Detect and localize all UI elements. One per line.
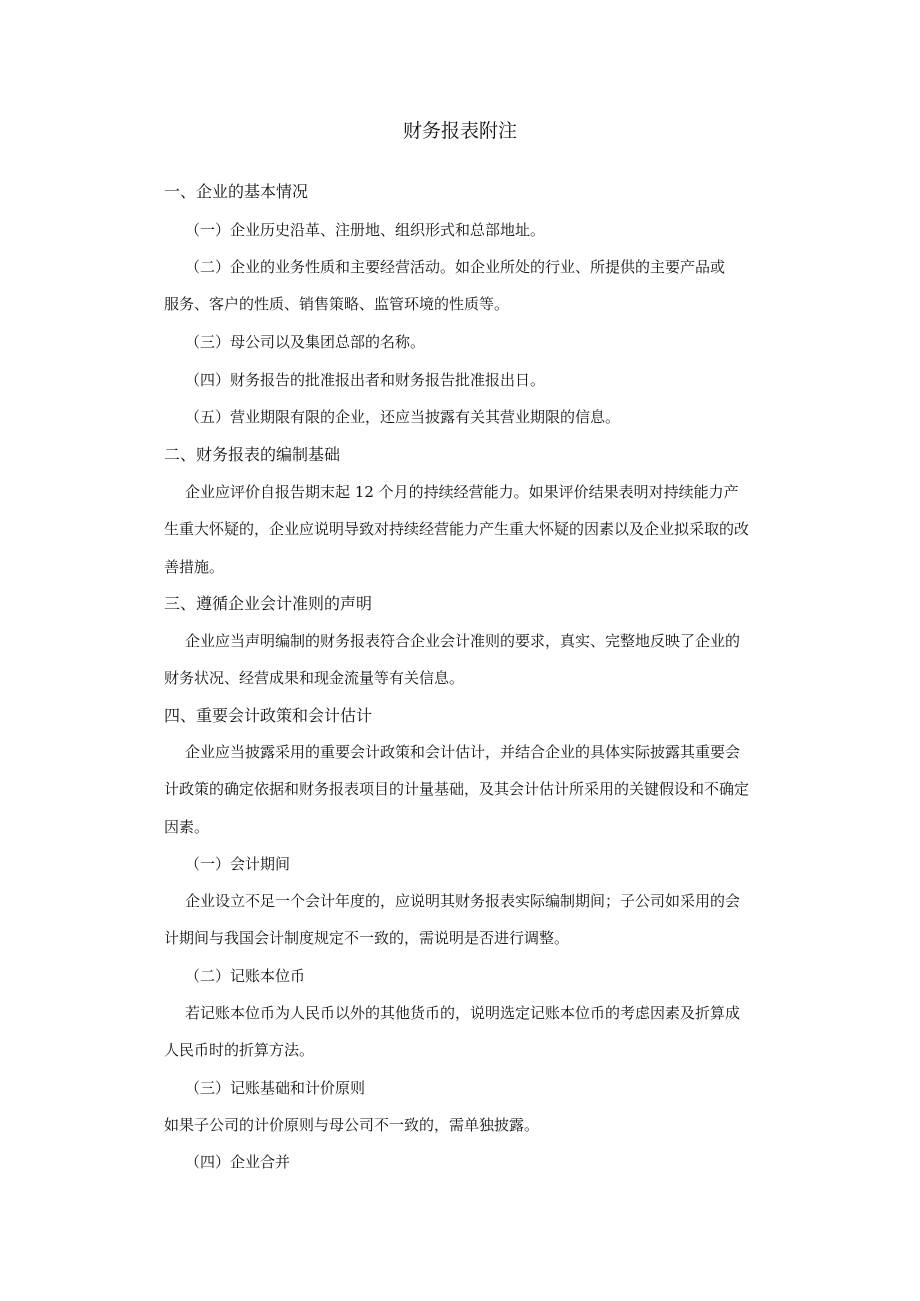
paragraph-line: 企业设立不足一个会计年度的，应说明其财务报表实际编制期间；子公司如采用的会	[185, 892, 741, 910]
paragraph-line: 因素。	[164, 818, 210, 836]
paragraph-line: 若记账本位币为人民币以外的其他货币的，说明选定记账本位币的考虑因素及折算成	[185, 1004, 741, 1022]
section-heading-2: 二、财务报表的编制基础	[164, 445, 341, 464]
paragraph-line: （四）财务报告的批准报出者和财务报告批准报出日。	[185, 371, 546, 389]
subsection-heading: （一）会计期间	[185, 855, 291, 873]
paragraph-line: 善措施。	[164, 558, 225, 576]
section-heading-1: 一、企业的基本情况	[164, 182, 309, 201]
section-heading-4: 四、重要会计政策和会计估计	[164, 706, 373, 725]
paragraph-line: 企业应当披露采用的重要会计政策和会计估计，并结合企业的具体实际披露其重要会	[185, 743, 741, 761]
section-heading-3: 三、遵循企业会计准则的声明	[164, 594, 373, 613]
paragraph-line: 企业应评价自报告期末起 12 个月的持续经营能力。如果评价结果表明对持续能力产	[185, 483, 739, 501]
paragraph-line: 如果子公司的计价原则与母公司不一致的，需单独披露。	[164, 1116, 540, 1134]
subsection-heading: （二）记账本位币	[185, 967, 306, 985]
document-title: 财务报表附注	[402, 120, 517, 142]
paragraph-line: （一）企业历史沿革、注册地、组织形式和总部地址。	[185, 221, 546, 239]
paragraph-line: 生重大怀疑的，企业应说明导致对持续经营能力产生重大怀疑的因素以及企业拟采取的改	[164, 520, 750, 538]
paragraph-line: （五）营业期限有限的企业，还应当披露有关其营业期限的信息。	[185, 408, 621, 426]
subsection-heading: （四）企业合并	[185, 1153, 291, 1171]
paragraph-line: 计期间与我国会计制度规定不一致的，需说明是否进行调整。	[164, 929, 570, 947]
paragraph-line: （三）母公司以及集团总部的名称。	[185, 333, 426, 351]
paragraph-line: 人民币时的折算方法。	[164, 1041, 315, 1059]
paragraph-line: 财务状况、经营成果和现金流量等有关信息。	[164, 669, 465, 687]
paragraph-line: 服务、客户的性质、销售策略、监管环境的性质等。	[164, 295, 510, 313]
subsection-heading: （三）记账基础和计价原则	[185, 1079, 366, 1097]
paragraph-line: 计政策的确定依据和财务报表项目的计量基础，及其会计估计所采用的关键假设和不确定	[164, 780, 750, 798]
paragraph-line: 企业应当声明编制的财务报表符合企业会计准则的要求，真实、完整地反映了企业的	[185, 632, 741, 650]
paragraph-line: （二）企业的业务性质和主要经营活动。如企业所处的行业、所提供的主要产品或	[185, 258, 726, 276]
